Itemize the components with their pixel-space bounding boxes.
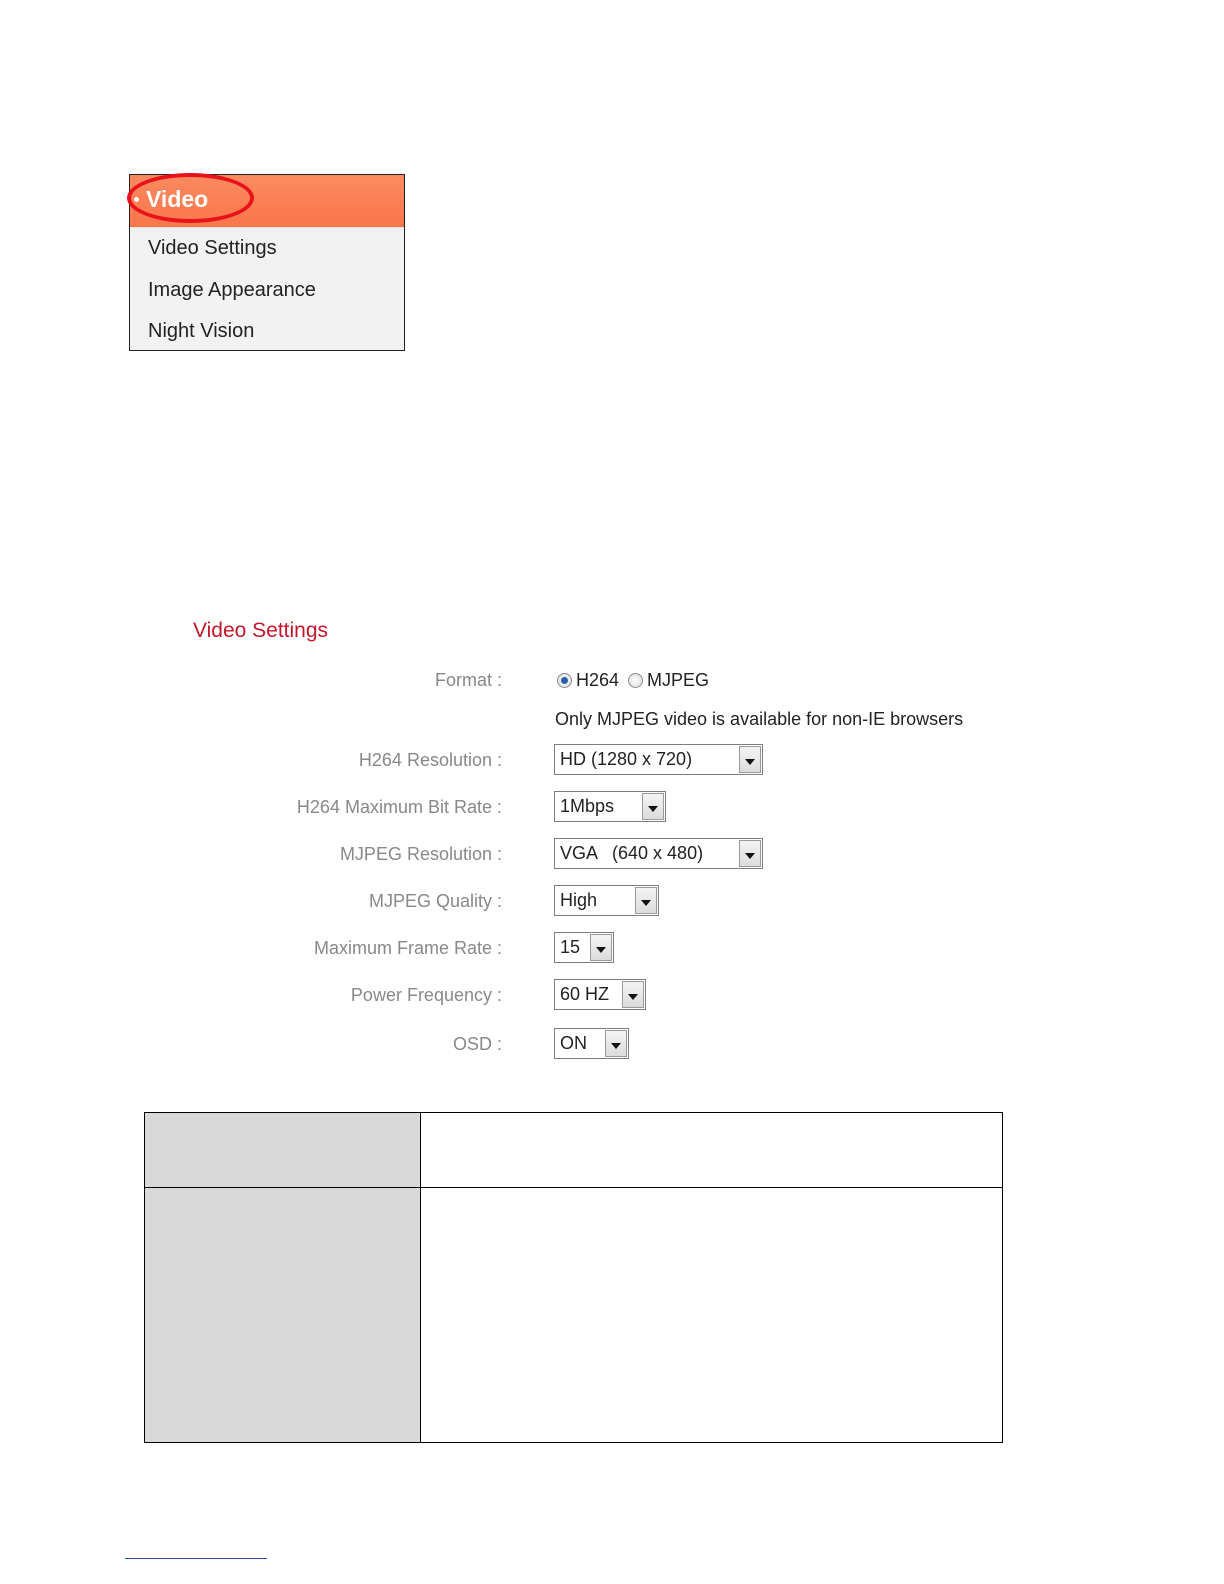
max-frame-rate-label: Maximum Frame Rate :: [313, 938, 502, 958]
max-frame-rate-value: 15: [560, 937, 581, 957]
menu-item-video-settings[interactable]: Video Settings: [148, 237, 277, 259]
highlight-circle-annotation: [127, 173, 254, 223]
menu-item-night-vision[interactable]: Night Vision: [148, 320, 255, 342]
table-row-1-desc-cell: [421, 1113, 1002, 1187]
h264-bitrate-label: H264 Maximum Bit Rate :: [296, 797, 502, 817]
video-menu: [129, 174, 405, 351]
menu-header-label: Video: [146, 186, 209, 212]
mjpeg-resolution-select[interactable]: [554, 838, 763, 869]
format-radio-h264[interactable]: [557, 673, 572, 688]
format-radio-mjpeg[interactable]: [628, 673, 643, 688]
menu-header-video[interactable]: [130, 175, 404, 228]
chevron-down-icon[interactable]: [622, 981, 644, 1008]
osd-value: ON: [560, 1033, 587, 1053]
mjpeg-resolution-label: MJPEG Resolution :: [339, 844, 502, 864]
table-row-1-label-cell: [145, 1113, 421, 1187]
chevron-down-icon[interactable]: [739, 746, 761, 773]
menu-item-image-appearance[interactable]: Image Appearance: [148, 279, 316, 301]
format-note: Only MJPEG video is available for non-IE browsers: [555, 709, 964, 729]
osd-label: OSD :: [452, 1034, 502, 1054]
chevron-down-icon[interactable]: [635, 887, 657, 914]
h264-resolution-label: H264 Resolution :: [358, 750, 502, 770]
h264-resolution-value: HD (1280 x 720): [560, 749, 693, 769]
format-label: Format :: [434, 670, 502, 690]
table-row-2-label-cell: [145, 1188, 421, 1442]
chevron-down-icon[interactable]: [605, 1030, 627, 1057]
h264-bitrate-select[interactable]: [554, 791, 666, 822]
mjpeg-quality-label: MJPEG Quality :: [368, 891, 502, 911]
format-radio-group: [557, 670, 718, 691]
chevron-down-icon[interactable]: [642, 793, 664, 820]
format-radio-mjpeg-label: MJPEG: [647, 670, 710, 690]
mjpeg-quality-select[interactable]: [554, 885, 659, 916]
description-table: [144, 1112, 1003, 1443]
footer-rule: [125, 1558, 267, 1559]
chevron-down-icon[interactable]: [739, 840, 761, 867]
mjpeg-quality-value: High: [560, 890, 598, 910]
power-frequency-value: 60 HZ: [560, 984, 610, 1004]
osd-select[interactable]: [554, 1028, 629, 1059]
chevron-down-icon[interactable]: [590, 934, 612, 961]
format-radio-h264-label: H264: [576, 670, 620, 690]
panel-title: Video Settings: [193, 619, 329, 642]
h264-resolution-select[interactable]: [554, 744, 763, 775]
table-row-2-desc-cell: [421, 1188, 1002, 1442]
power-frequency-label: Power Frequency :: [350, 985, 502, 1005]
power-frequency-select[interactable]: [554, 979, 646, 1010]
mjpeg-resolution-value: VGA (640 x 480): [560, 843, 704, 863]
h264-bitrate-value: 1Mbps: [560, 796, 615, 816]
max-frame-rate-select[interactable]: [554, 932, 614, 963]
